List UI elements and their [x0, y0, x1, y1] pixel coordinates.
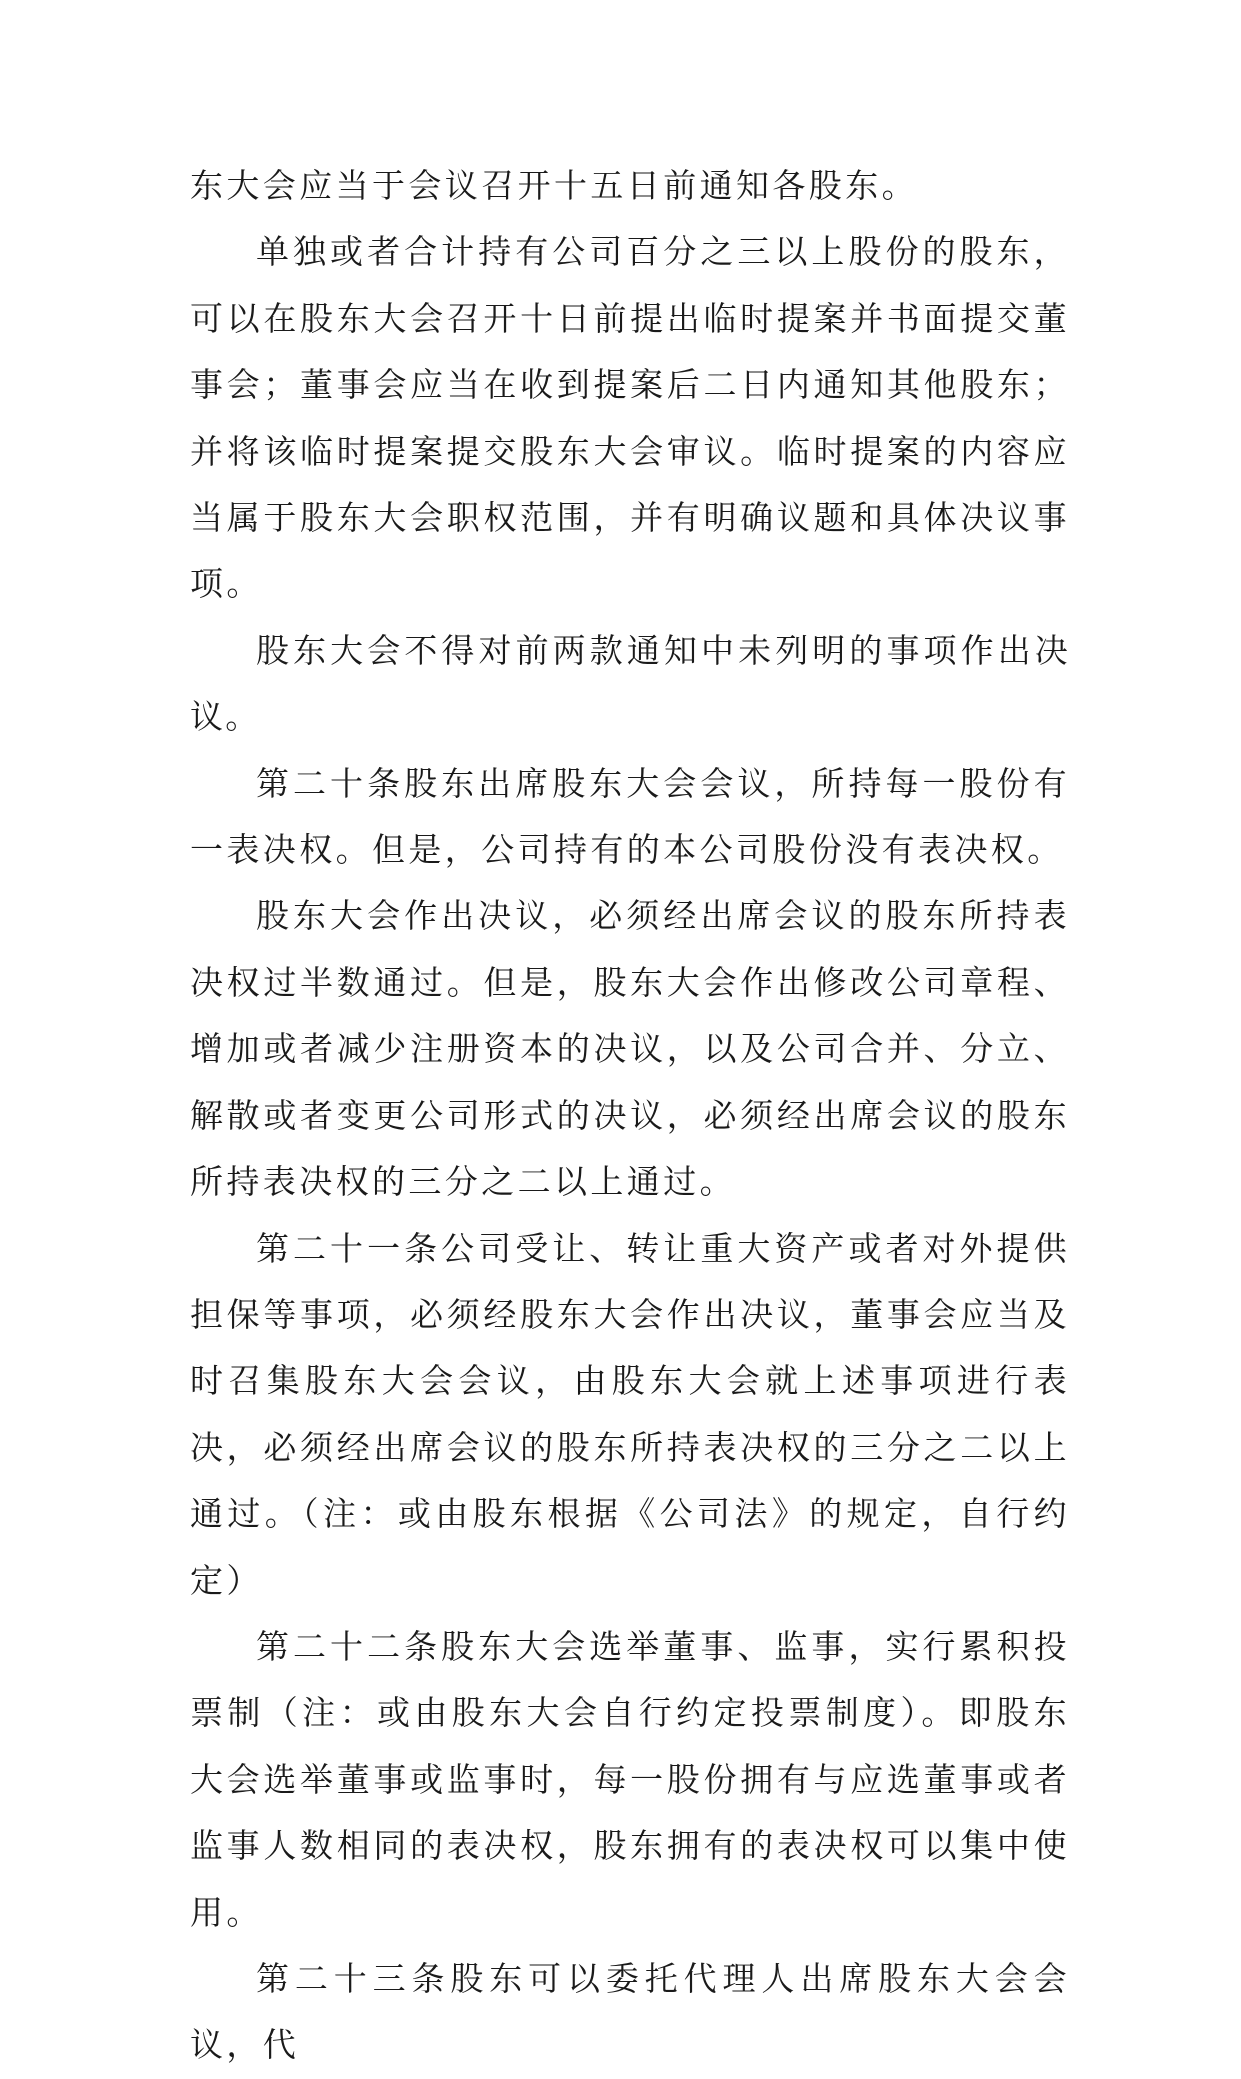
- paragraph-article-22: 第二十二条股东大会选举董事、监事，实行累积投票制（注：或由股东大会自行约定投票制度）。即股东大会选举董事或监事时，每一股份拥有与应选董事或者监事人数相同的表决权，股东拥有的表决权可以集中使用。: [190, 1626, 1070, 1932]
- paragraph-article-21: 第二十一条公司受让、转让重大资产或者对外提供担保等事项，必须经股东大会作出决议，董事会应当及时召集股东大会会议，由股东大会就上述事项进行表决，必须经出席会议的股东所持表决权的三分之二以上通过。（注：或由股东根据《公司法》的规定，自行约定）: [190, 1228, 1070, 1600]
- paragraph-article-23: 第二十三条股东可以委托代理人出席股东大会会议，代: [190, 1958, 1070, 2065]
- paragraph-5: 股东大会作出决议，必须经出席会议的股东所持表决权过半数通过。但是，股东大会作出修改公司章程、增加或者减少注册资本的决议，以及公司合并、分立、解散或者变更公司形式的决议，必须经出席会议的股东所持表决权的三分之二以上通过。: [190, 896, 1070, 1202]
- paragraph-1: 东大会应当于会议召开十五日前通知各股东。: [190, 166, 918, 205]
- document-body: [190, 153, 1070, 2079]
- paragraph-2: 单独或者合计持有公司百分之三以上股份的股东，可以在股东大会召开十日前提出临时提案并书面提交董事会；董事会应当在收到提案后二日内通知其他股东；并将该临时提案提交股东大会审议。临时提案的内容应当属于股东大会职权范围，并有明确议题和具体决议事项。: [190, 232, 1070, 604]
- paragraph-3: 股东大会不得对前两款通知中未列明的事项作出决议。: [190, 630, 1070, 737]
- paragraph-article-20: 第二十条股东出席股东大会会议，所持每一股份有一表决权。但是，公司持有的本公司股份没有表决权。: [190, 763, 1070, 870]
